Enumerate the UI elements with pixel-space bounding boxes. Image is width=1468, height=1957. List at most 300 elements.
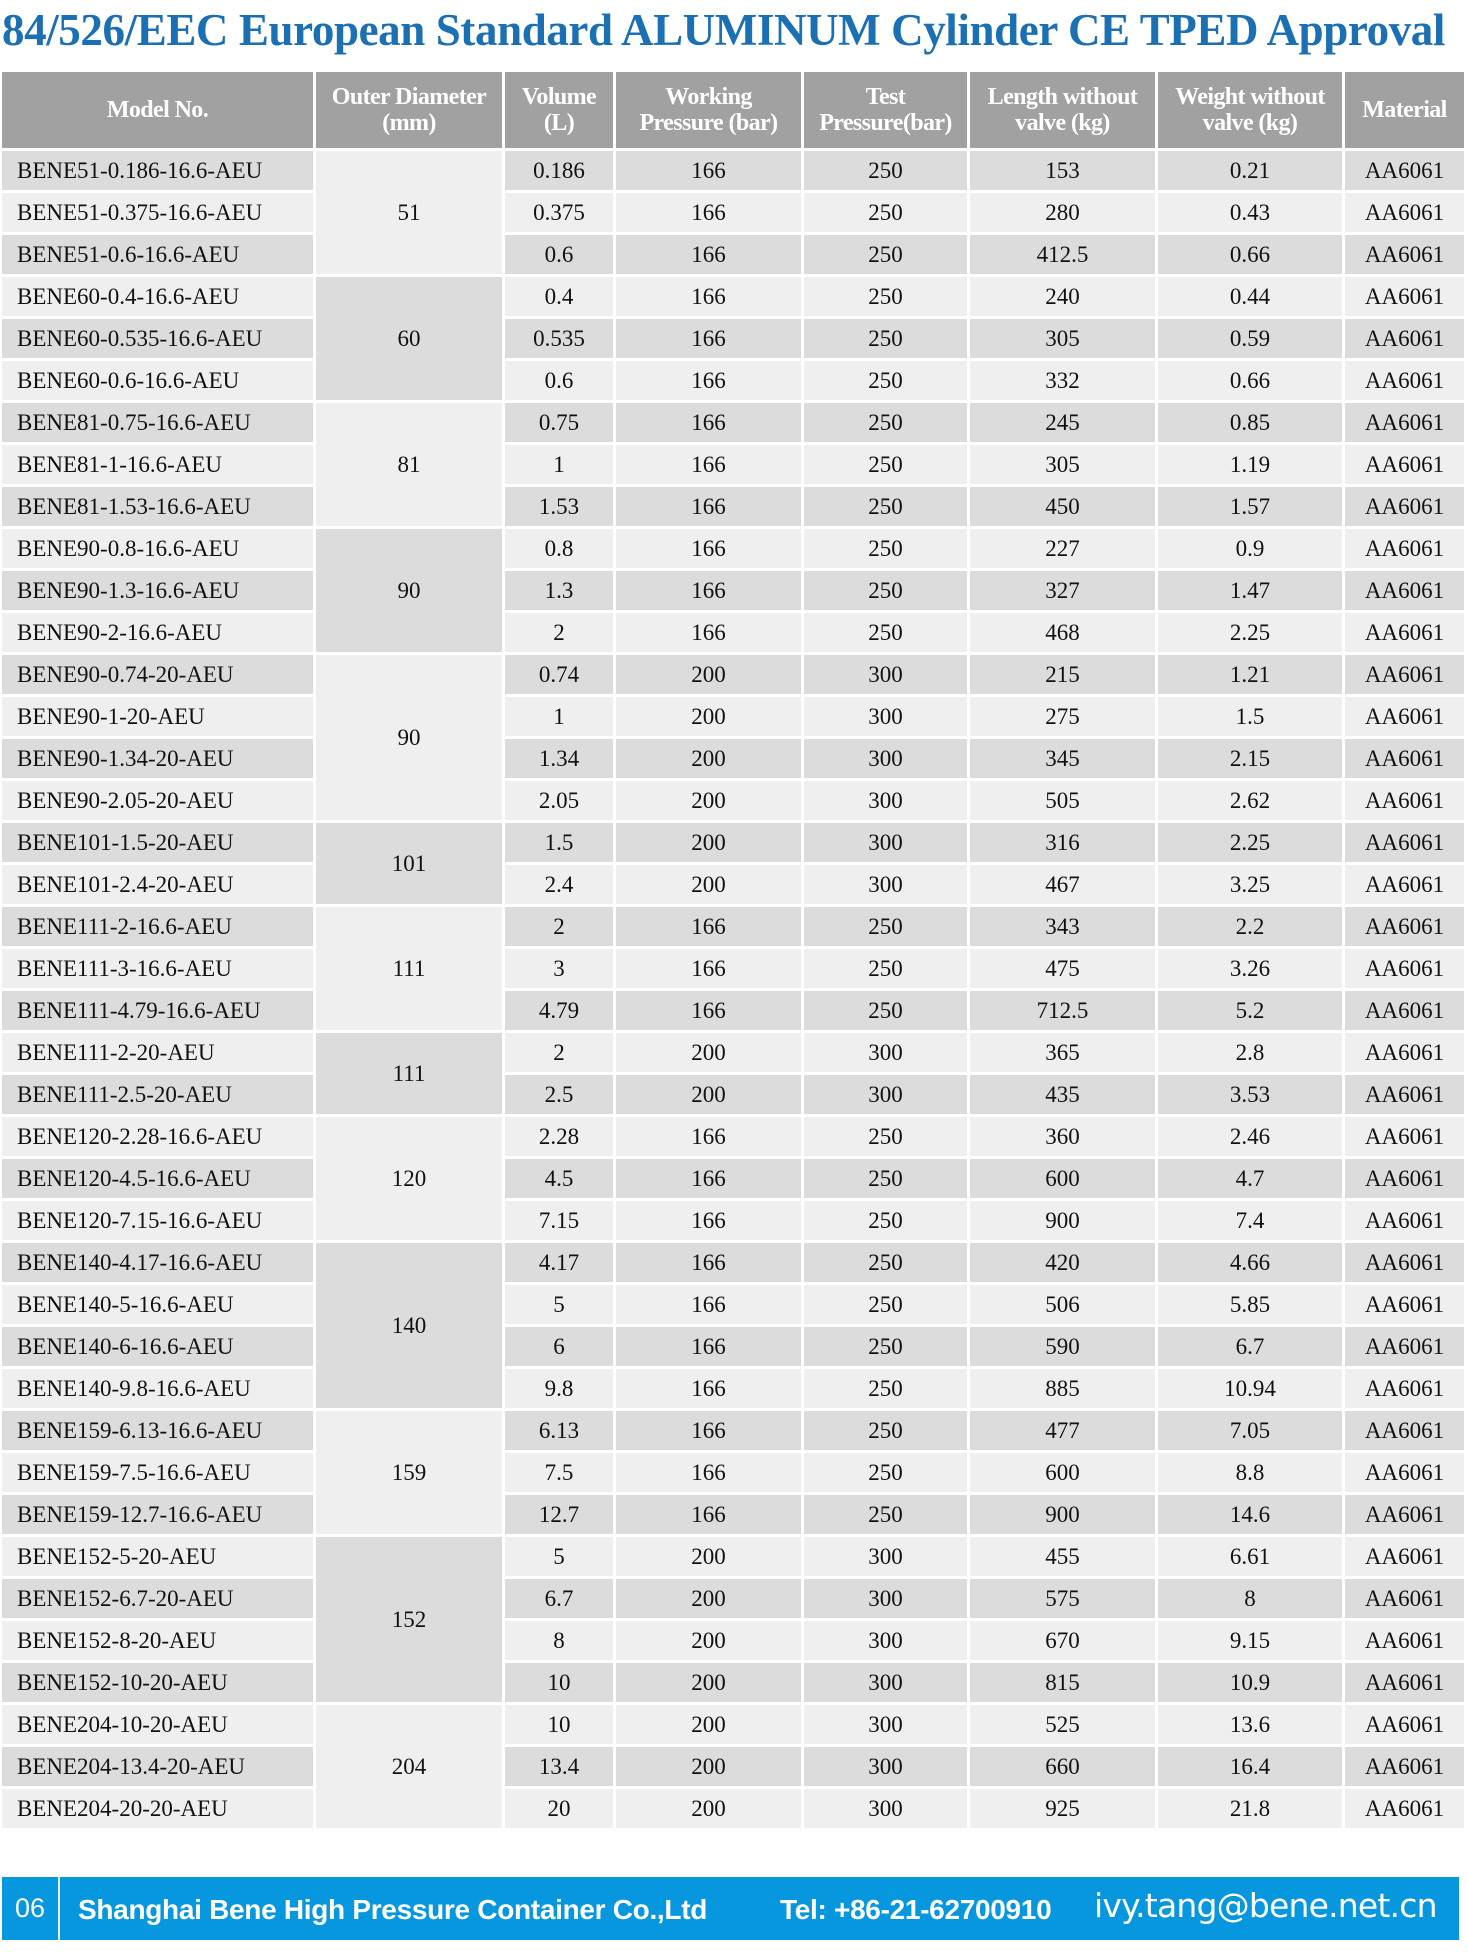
test-pressure-cell: 250 [804,529,967,568]
table-row [2,1201,1464,1240]
working-pressure-cell: 200 [616,865,801,904]
material-cell: AA6061 [1345,571,1464,610]
model-cell: BENE152-8-20-AEU [2,1621,313,1660]
working-pressure-cell: 166 [616,403,801,442]
test-pressure-cell: 250 [804,571,967,610]
material-cell: AA6061 [1345,403,1464,442]
test-pressure-cell: 250 [804,1369,967,1408]
model-cell: BENE90-1-20-AEU [2,697,313,736]
header-label-line: valve (kg) [1202,110,1298,136]
length-cell: 343 [970,907,1155,946]
material-cell: AA6061 [1345,949,1464,988]
material-cell: AA6061 [1345,697,1464,736]
test-pressure-cell: 250 [804,361,967,400]
test-pressure-cell: 250 [804,1201,967,1240]
working-pressure-cell: 200 [616,1537,801,1576]
length-cell: 305 [970,445,1155,484]
length-cell: 525 [970,1705,1155,1744]
model-cell: BENE81-0.75-16.6-AEU [2,403,313,442]
length-cell: 506 [970,1285,1155,1324]
length-cell: 575 [970,1579,1155,1618]
volume-cell: 0.535 [505,319,613,358]
volume-cell: 5 [505,1537,613,1576]
test-pressure-cell: 300 [804,739,967,778]
material-cell: AA6061 [1345,613,1464,652]
header-volume [505,72,613,148]
weight-cell: 9.15 [1158,1621,1342,1660]
material-cell: AA6061 [1345,235,1464,274]
volume-cell: 2.4 [505,865,613,904]
model-cell: BENE152-5-20-AEU [2,1537,313,1576]
material-cell: AA6061 [1345,1033,1464,1072]
spec-table [0,69,1467,1831]
working-pressure-cell: 166 [616,1453,801,1492]
model-cell: BENE90-2.05-20-AEU [2,781,313,820]
model-cell: BENE111-4.79-16.6-AEU [2,991,313,1030]
table-row [2,1159,1464,1198]
header-length [970,72,1155,148]
company-name: Shanghai Bene High Pressure Container Co.,Ltd [78,1894,708,1925]
table-row [2,1747,1464,1786]
material-cell: AA6061 [1345,529,1464,568]
working-pressure-cell: 200 [616,655,801,694]
test-pressure-cell: 250 [804,319,967,358]
length-cell: 660 [970,1747,1155,1786]
material-cell: AA6061 [1345,193,1464,232]
test-pressure-cell: 250 [804,1453,967,1492]
length-cell: 467 [970,865,1155,904]
test-pressure-cell: 250 [804,487,967,526]
weight-cell: 3.53 [1158,1075,1342,1114]
test-pressure-cell: 250 [804,949,967,988]
phone-number: Tel: +86-21-62700910 [780,1894,1052,1925]
header-label-line: Working [665,84,752,110]
working-pressure-cell: 166 [616,1495,801,1534]
working-pressure-cell: 166 [616,529,801,568]
test-pressure-cell: 250 [804,1327,967,1366]
material-cell: AA6061 [1345,739,1464,778]
working-pressure-cell: 166 [616,1369,801,1408]
weight-cell: 4.66 [1158,1243,1342,1282]
length-cell: 712.5 [970,991,1155,1030]
length-cell: 227 [970,529,1155,568]
weight-cell: 10.9 [1158,1663,1342,1702]
volume-cell: 1.34 [505,739,613,778]
weight-cell: 5.2 [1158,991,1342,1030]
length-cell: 600 [970,1453,1155,1492]
working-pressure-cell: 200 [616,1747,801,1786]
model-cell: BENE120-2.28-16.6-AEU [2,1117,313,1156]
model-cell: BENE111-2-16.6-AEU [2,907,313,946]
model-cell: BENE204-13.4-20-AEU [2,1747,313,1786]
header-label-line: Pressure (bar) [639,110,778,136]
material-cell: AA6061 [1345,1117,1464,1156]
test-pressure-cell: 300 [804,655,967,694]
table-row [2,1075,1464,1114]
table-row [2,1621,1464,1660]
material-cell: AA6061 [1345,277,1464,316]
volume-cell: 3 [505,949,613,988]
volume-cell: 10 [505,1705,613,1744]
model-cell: BENE51-0.375-16.6-AEU [2,193,313,232]
material-cell: AA6061 [1345,1411,1464,1450]
working-pressure-cell: 166 [616,235,801,274]
test-pressure-cell: 250 [804,445,967,484]
volume-cell: 0.8 [505,529,613,568]
weight-cell: 0.66 [1158,235,1342,274]
working-pressure-cell: 200 [616,1075,801,1114]
working-pressure-cell: 166 [616,1285,801,1324]
volume-cell: 7.15 [505,1201,613,1240]
material-cell: AA6061 [1345,1159,1464,1198]
model-cell: BENE140-9.8-16.6-AEU [2,1369,313,1408]
weight-cell: 0.59 [1158,319,1342,358]
volume-cell: 0.186 [505,151,613,190]
table-row [2,1369,1464,1408]
test-pressure-cell: 250 [804,613,967,652]
test-pressure-cell: 250 [804,151,967,190]
working-pressure-cell: 200 [616,823,801,862]
material-cell: AA6061 [1345,1537,1464,1576]
length-cell: 900 [970,1495,1155,1534]
volume-cell: 2 [505,907,613,946]
table-row [2,1789,1464,1828]
weight-cell: 1.21 [1158,655,1342,694]
model-cell: BENE152-6.7-20-AEU [2,1579,313,1618]
volume-cell: 4.79 [505,991,613,1030]
length-cell: 365 [970,1033,1155,1072]
volume-cell: 0.74 [505,655,613,694]
length-cell: 360 [970,1117,1155,1156]
test-pressure-cell: 300 [804,1579,967,1618]
test-pressure-cell: 300 [804,697,967,736]
material-cell: AA6061 [1345,1789,1464,1828]
model-cell: BENE120-4.5-16.6-AEU [2,1159,313,1198]
volume-cell: 6.13 [505,1411,613,1450]
working-pressure-cell: 200 [616,1579,801,1618]
test-pressure-cell: 300 [804,823,967,862]
volume-cell: 1 [505,697,613,736]
material-cell: AA6061 [1345,1705,1464,1744]
length-cell: 215 [970,655,1155,694]
volume-cell: 2 [505,1033,613,1072]
volume-cell: 13.4 [505,1747,613,1786]
table-row [2,655,1464,694]
working-pressure-cell: 200 [616,781,801,820]
length-cell: 345 [970,739,1155,778]
working-pressure-cell: 166 [616,1201,801,1240]
volume-cell: 9.8 [505,1369,613,1408]
test-pressure-cell: 250 [804,1411,967,1450]
table-row [2,361,1464,400]
model-cell: BENE51-0.186-16.6-AEU [2,151,313,190]
model-cell: BENE140-5-16.6-AEU [2,1285,313,1324]
table-row [2,1663,1464,1702]
test-pressure-cell: 250 [804,1117,967,1156]
weight-cell: 2.2 [1158,907,1342,946]
length-cell: 275 [970,697,1155,736]
model-cell: BENE204-10-20-AEU [2,1705,313,1744]
outer-diameter-cell: 120 [316,1117,502,1240]
weight-cell: 2.8 [1158,1033,1342,1072]
length-cell: 477 [970,1411,1155,1450]
weight-cell: 13.6 [1158,1705,1342,1744]
outer-diameter-cell: 51 [316,151,502,274]
table-row [2,151,1464,190]
length-cell: 420 [970,1243,1155,1282]
material-cell: AA6061 [1345,1201,1464,1240]
working-pressure-cell: 200 [616,1033,801,1072]
weight-cell: 1.57 [1158,487,1342,526]
table-row [2,445,1464,484]
test-pressure-cell: 300 [804,1747,967,1786]
header-working-pressure [616,72,801,148]
test-pressure-cell: 250 [804,907,967,946]
table-row [2,781,1464,820]
table-row [2,697,1464,736]
weight-cell: 0.9 [1158,529,1342,568]
length-cell: 815 [970,1663,1155,1702]
model-cell: BENE90-1.34-20-AEU [2,739,313,778]
table-row [2,1327,1464,1366]
header-outer-diameter [316,72,502,148]
volume-cell: 2.05 [505,781,613,820]
material-cell: AA6061 [1345,1075,1464,1114]
test-pressure-cell: 300 [804,1621,967,1660]
test-pressure-cell: 300 [804,865,967,904]
test-pressure-cell: 300 [804,1705,967,1744]
weight-cell: 1.47 [1158,571,1342,610]
material-cell: AA6061 [1345,361,1464,400]
length-cell: 670 [970,1621,1155,1660]
model-cell: BENE90-0.8-16.6-AEU [2,529,313,568]
working-pressure-cell: 166 [616,151,801,190]
model-cell: BENE159-6.13-16.6-AEU [2,1411,313,1450]
table-row [2,1705,1464,1744]
header-label-line: Weight without [1175,84,1325,110]
header-label-line: Pressure(bar) [819,110,952,136]
model-cell: BENE90-1.3-16.6-AEU [2,571,313,610]
material-cell: AA6061 [1345,1663,1464,1702]
model-cell: BENE101-1.5-20-AEU [2,823,313,862]
model-cell: BENE204-20-20-AEU [2,1789,313,1828]
material-cell: AA6061 [1345,865,1464,904]
model-cell: BENE152-10-20-AEU [2,1663,313,1702]
length-cell: 435 [970,1075,1155,1114]
volume-cell: 0.75 [505,403,613,442]
model-cell: BENE120-7.15-16.6-AEU [2,1201,313,1240]
weight-cell: 1.19 [1158,445,1342,484]
table-row [2,1495,1464,1534]
material-cell: AA6061 [1345,1369,1464,1408]
working-pressure-cell: 200 [616,1663,801,1702]
table-row [2,1033,1464,1072]
working-pressure-cell: 200 [616,1789,801,1828]
test-pressure-cell: 250 [804,403,967,442]
length-cell: 332 [970,361,1155,400]
table-row [2,1411,1464,1450]
length-cell: 412.5 [970,235,1155,274]
header-label-line: Model No. [106,97,209,123]
model-cell: BENE60-0.535-16.6-AEU [2,319,313,358]
working-pressure-cell: 200 [616,1705,801,1744]
test-pressure-cell: 250 [804,991,967,1030]
outer-diameter-cell: 111 [316,907,502,1030]
weight-cell: 21.8 [1158,1789,1342,1828]
table-row [2,1537,1464,1576]
length-cell: 305 [970,319,1155,358]
model-cell: BENE111-2.5-20-AEU [2,1075,313,1114]
model-cell: BENE90-0.74-20-AEU [2,655,313,694]
length-cell: 245 [970,403,1155,442]
working-pressure-cell: 166 [616,1327,801,1366]
length-cell: 455 [970,1537,1155,1576]
weight-cell: 2.25 [1158,613,1342,652]
volume-cell: 1.53 [505,487,613,526]
test-pressure-cell: 250 [804,1285,967,1324]
model-cell: BENE159-7.5-16.6-AEU [2,1453,313,1492]
test-pressure-cell: 250 [804,1243,967,1282]
header-label-line: (mm) [382,110,436,136]
model-cell: BENE51-0.6-16.6-AEU [2,235,313,274]
model-cell: BENE90-2-16.6-AEU [2,613,313,652]
weight-cell: 4.7 [1158,1159,1342,1198]
test-pressure-cell: 250 [804,1159,967,1198]
model-cell: BENE111-2-20-AEU [2,1033,313,1072]
weight-cell: 10.94 [1158,1369,1342,1408]
outer-diameter-cell: 90 [316,655,502,820]
length-cell: 900 [970,1201,1155,1240]
model-cell: BENE81-1-16.6-AEU [2,445,313,484]
material-cell: AA6061 [1345,1495,1464,1534]
test-pressure-cell: 250 [804,193,967,232]
header-weight [1158,72,1342,148]
table-row [2,907,1464,946]
weight-cell: 5.85 [1158,1285,1342,1324]
email-address[interactable]: ivy.tang@bene.net.cn [1094,1886,1437,1925]
table-body [2,151,1464,1828]
test-pressure-cell: 250 [804,277,967,316]
model-cell: BENE111-3-16.6-AEU [2,949,313,988]
material-cell: AA6061 [1345,991,1464,1030]
weight-cell: 2.46 [1158,1117,1342,1156]
test-pressure-cell: 300 [804,1789,967,1828]
length-cell: 600 [970,1159,1155,1198]
working-pressure-cell: 166 [616,487,801,526]
outer-diameter-cell: 140 [316,1243,502,1408]
length-cell: 327 [970,571,1155,610]
table-row [2,1285,1464,1324]
length-cell: 505 [970,781,1155,820]
table-row [2,319,1464,358]
table-row [2,949,1464,988]
length-cell: 316 [970,823,1155,862]
material-cell: AA6061 [1345,445,1464,484]
length-cell: 475 [970,949,1155,988]
outer-diameter-cell: 111 [316,1033,502,1114]
volume-cell: 1.5 [505,823,613,862]
test-pressure-cell: 300 [804,1537,967,1576]
header-label-line: (L) [543,110,575,136]
volume-cell: 7.5 [505,1453,613,1492]
weight-cell: 8 [1158,1579,1342,1618]
working-pressure-cell: 200 [616,1621,801,1660]
model-cell: BENE140-4.17-16.6-AEU [2,1243,313,1282]
volume-cell: 4.5 [505,1159,613,1198]
volume-cell: 4.17 [505,1243,613,1282]
length-cell: 153 [970,151,1155,190]
test-pressure-cell: 250 [804,235,967,274]
header-model-no [2,72,313,148]
header-row [2,72,1464,148]
table-row [2,823,1464,862]
outer-diameter-cell: 101 [316,823,502,904]
model-cell: BENE60-0.6-16.6-AEU [2,361,313,400]
length-cell: 240 [970,277,1155,316]
weight-cell: 0.85 [1158,403,1342,442]
weight-cell: 1.5 [1158,697,1342,736]
material-cell: AA6061 [1345,151,1464,190]
page-title: 84/526/EEC European Standard ALUMINUM Cylinder CE TPED Approval [2,5,1445,55]
volume-cell: 2 [505,613,613,652]
header-label-line: Length without [987,84,1138,110]
working-pressure-cell: 166 [616,1117,801,1156]
table-row [2,235,1464,274]
table-row [2,1579,1464,1618]
test-pressure-cell: 300 [804,781,967,820]
working-pressure-cell: 200 [616,697,801,736]
volume-cell: 2.5 [505,1075,613,1114]
working-pressure-cell: 166 [616,319,801,358]
weight-cell: 14.6 [1158,1495,1342,1534]
weight-cell: 8.8 [1158,1453,1342,1492]
table-row [2,1117,1464,1156]
volume-cell: 2.28 [505,1117,613,1156]
material-cell: AA6061 [1345,487,1464,526]
model-cell: BENE140-6-16.6-AEU [2,1327,313,1366]
working-pressure-cell: 166 [616,949,801,988]
outer-diameter-cell: 81 [316,403,502,526]
table-row [2,193,1464,232]
weight-cell: 7.05 [1158,1411,1342,1450]
model-cell: BENE60-0.4-16.6-AEU [2,277,313,316]
working-pressure-cell: 166 [616,1411,801,1450]
material-cell: AA6061 [1345,655,1464,694]
weight-cell: 16.4 [1158,1747,1342,1786]
length-cell: 468 [970,613,1155,652]
working-pressure-cell: 166 [616,907,801,946]
length-cell: 590 [970,1327,1155,1366]
working-pressure-cell: 166 [616,277,801,316]
weight-cell: 0.44 [1158,277,1342,316]
volume-cell: 20 [505,1789,613,1828]
material-cell: AA6061 [1345,1579,1464,1618]
test-pressure-cell: 250 [804,1495,967,1534]
model-cell: BENE159-12.7-16.6-AEU [2,1495,313,1534]
weight-cell: 6.61 [1158,1537,1342,1576]
volume-cell: 12.7 [505,1495,613,1534]
working-pressure-cell: 166 [616,571,801,610]
page-number: 06 [2,1877,60,1940]
working-pressure-cell: 166 [616,1243,801,1282]
working-pressure-cell: 200 [616,739,801,778]
model-cell: BENE81-1.53-16.6-AEU [2,487,313,526]
material-cell: AA6061 [1345,1747,1464,1786]
material-cell: AA6061 [1345,823,1464,862]
length-cell: 885 [970,1369,1155,1408]
volume-cell: 0.4 [505,277,613,316]
weight-cell: 2.25 [1158,823,1342,862]
